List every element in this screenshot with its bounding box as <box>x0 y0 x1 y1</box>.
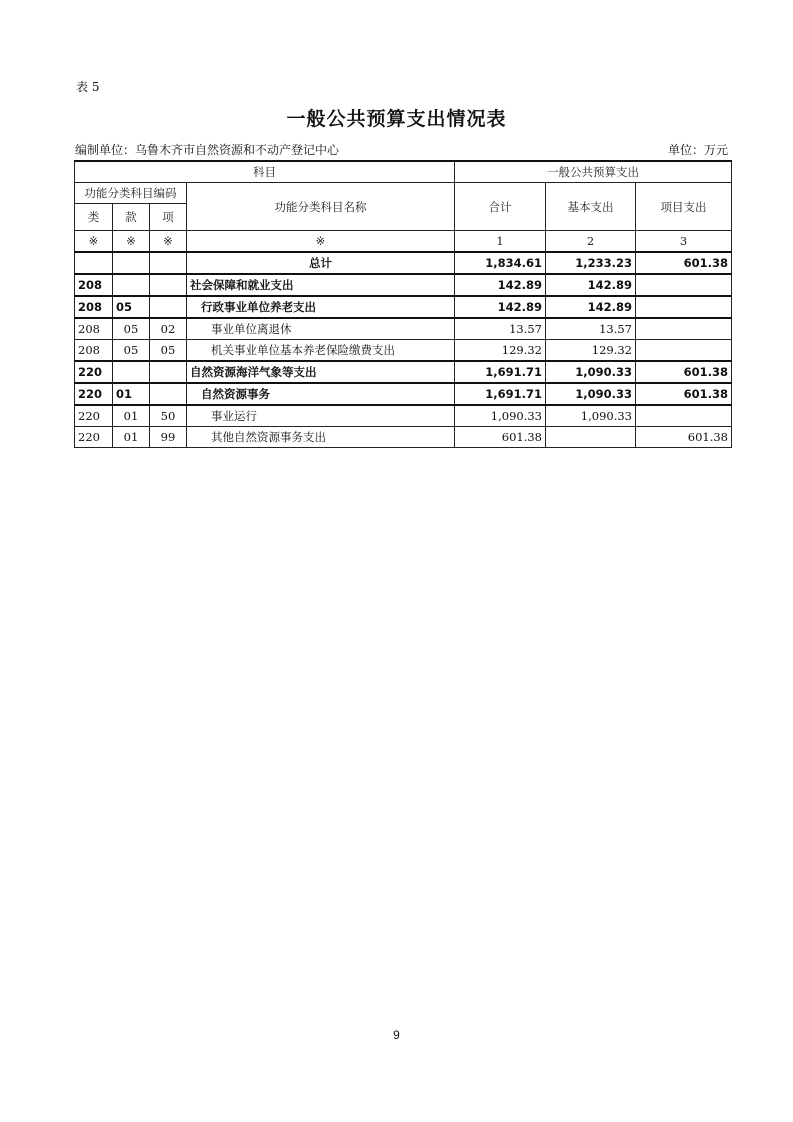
cell-total: 142.89 <box>455 274 546 296</box>
expenditure-group-header: 一般公共预算支出 <box>455 161 732 183</box>
cell-name: 行政事业单位养老支出 <box>187 296 455 318</box>
cell-kuan <box>113 252 150 274</box>
cell-xiang: 02 <box>150 318 187 340</box>
cell-basic: 129.32 <box>546 340 636 362</box>
cell-kuan: 01 <box>113 405 150 427</box>
table-row <box>75 427 732 448</box>
cell-project: 601.38 <box>636 427 732 448</box>
cell-kuan <box>113 274 150 296</box>
cell-basic: 13.57 <box>546 318 636 340</box>
cell-name: 总计 <box>187 252 455 274</box>
page-title: 一般公共预算支出情况表 <box>286 108 507 130</box>
cell-total: 1,691.71 <box>455 383 546 405</box>
mark-cell: ※ <box>150 231 187 253</box>
cell-xiang: 50 <box>150 405 187 427</box>
cell-lei: 208 <box>75 274 113 296</box>
cell-project <box>636 405 732 427</box>
xiang-header: 项 <box>150 204 187 231</box>
cell-basic: 1,090.33 <box>546 383 636 405</box>
budget-table <box>74 160 732 448</box>
cell-basic: 142.89 <box>546 296 636 318</box>
cell-total: 601.38 <box>455 427 546 448</box>
cell-kuan: 05 <box>113 296 150 318</box>
cell-basic <box>546 427 636 448</box>
cell-lei: 220 <box>75 405 113 427</box>
table-row <box>75 383 732 405</box>
unit-label: 单位：万元 <box>667 143 728 157</box>
cell-total: 1,090.33 <box>455 405 546 427</box>
cell-lei <box>75 252 113 274</box>
total-header: 合计 <box>455 183 546 231</box>
cell-xiang: 05 <box>150 340 187 362</box>
cell-kuan: 01 <box>113 427 150 448</box>
cell-lei: 220 <box>75 383 113 405</box>
cell-basic: 1,090.33 <box>546 405 636 427</box>
mark-cell: ※ <box>187 231 455 253</box>
basic-header: 基本支出 <box>546 183 636 231</box>
cell-name: 事业运行 <box>187 405 455 427</box>
cell-xiang: 99 <box>150 427 187 448</box>
col-index-2: 2 <box>546 231 636 253</box>
cell-total: 129.32 <box>455 340 546 362</box>
table-row-total <box>75 252 732 274</box>
header-row-1 <box>75 161 732 183</box>
cell-kuan: 05 <box>113 340 150 362</box>
cell-project: 601.38 <box>636 252 732 274</box>
cell-total: 13.57 <box>455 318 546 340</box>
cell-project: 601.38 <box>636 361 732 383</box>
cell-project: 601.38 <box>636 383 732 405</box>
code-group-header: 功能分类科目编码 <box>75 183 187 204</box>
cell-project <box>636 340 732 362</box>
header-row-4 <box>75 231 732 253</box>
cell-lei: 208 <box>75 318 113 340</box>
cell-xiang <box>150 252 187 274</box>
cell-basic: 1,090.33 <box>546 361 636 383</box>
cell-total: 142.89 <box>455 296 546 318</box>
lei-header: 类 <box>75 204 113 231</box>
cell-kuan <box>113 361 150 383</box>
cell-name: 自然资源事务 <box>187 383 455 405</box>
org-label: 编制单位：乌鲁木齐市自然资源和不动产登记中心 <box>75 143 340 157</box>
cell-basic: 1,233.23 <box>546 252 636 274</box>
cell-lei: 208 <box>75 296 113 318</box>
table-row <box>75 296 732 318</box>
page-number: 9 <box>393 1028 400 1042</box>
cell-name: 机关事业单位基本养老保险缴费支出 <box>187 340 455 362</box>
subject-header: 科目 <box>75 161 455 183</box>
table-row <box>75 318 732 340</box>
cell-total: 1,691.71 <box>455 361 546 383</box>
header-row-2 <box>75 183 732 204</box>
cell-lei: 208 <box>75 340 113 362</box>
col-index-3: 3 <box>636 231 732 253</box>
name-header: 功能分类科目名称 <box>187 183 455 231</box>
table-row <box>75 405 732 427</box>
meta-row <box>74 141 730 159</box>
cell-name: 其他自然资源事务支出 <box>187 427 455 448</box>
mark-cell: ※ <box>113 231 150 253</box>
table-row <box>75 361 732 383</box>
project-header: 项目支出 <box>636 183 732 231</box>
cell-xiang <box>150 361 187 383</box>
cell-name: 事业单位离退休 <box>187 318 455 340</box>
cell-lei: 220 <box>75 427 113 448</box>
cell-name: 自然资源海洋气象等支出 <box>187 361 455 383</box>
table-row <box>75 274 732 296</box>
cell-kuan: 05 <box>113 318 150 340</box>
mark-cell: ※ <box>75 231 113 253</box>
cell-name: 社会保障和就业支出 <box>187 274 455 296</box>
cell-project <box>636 318 732 340</box>
cell-xiang <box>150 274 187 296</box>
table-row <box>75 340 732 362</box>
cell-basic: 142.89 <box>546 274 636 296</box>
cell-project <box>636 296 732 318</box>
table-label: 表 5 <box>76 80 100 94</box>
cell-xiang <box>150 383 187 405</box>
cell-project <box>636 274 732 296</box>
cell-xiang <box>150 296 187 318</box>
cell-total: 1,834.61 <box>455 252 546 274</box>
col-index-1: 1 <box>455 231 546 253</box>
cell-kuan: 01 <box>113 383 150 405</box>
cell-lei: 220 <box>75 361 113 383</box>
kuan-header: 款 <box>113 204 150 231</box>
